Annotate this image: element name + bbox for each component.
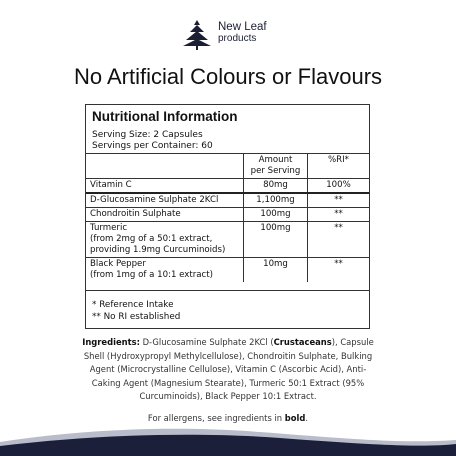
row-amount: 100mg (244, 222, 308, 258)
header-amount-2: per Serving (250, 166, 301, 176)
table-row (86, 193, 369, 208)
table-row (86, 208, 369, 222)
leaf-tree-icon (183, 20, 211, 50)
header-amount-1: Amount (258, 155, 293, 165)
allergen-bold: bold (284, 413, 306, 423)
row-name-3: providing 1.9mg Curcuminoids) (90, 245, 226, 255)
header-amount (244, 154, 308, 179)
row-ri: ** (308, 208, 370, 222)
row-amount: 1,100mg (244, 193, 308, 208)
row-name: Chondroitin Sulphate (86, 208, 244, 222)
ingredients-part-2: ), Capsule Shell (Hydroxypropyl Methylcellulose), Chondroitin Sulphate, Bulking Agent (Microcrystalline Cellulose), Vitamin C (Ascorbic Acid), Anti-Caking Agent (Magnesium Stearate), Turmeric 50:1 Extract (95% Curcuminoids), Black Pepper 10:1 Extract. (83, 337, 374, 401)
header-blank (86, 154, 244, 179)
nutrition-footnotes (86, 290, 369, 323)
ingredients-label: Ingredients: (82, 337, 140, 347)
row-name-2: (from 1mg of a 10:1 extract) (90, 270, 213, 280)
row-ri: 100% (308, 179, 370, 194)
ingredients-text (80, 336, 376, 404)
nutrition-title: Nutritional Information (92, 109, 238, 124)
row-ri: ** (308, 193, 370, 208)
row-amount: 80mg (244, 179, 308, 194)
ingredients-part-1: D-Glucosamine Sulphate 2KCl ( (139, 337, 274, 347)
brand-logo (183, 18, 293, 52)
allergen-end: . (305, 413, 309, 423)
row-ri: ** (308, 258, 370, 283)
row-ri: ** (308, 222, 370, 258)
table-row (86, 222, 369, 258)
header-ri: %RI* (308, 154, 370, 179)
row-name-2: (from 2mg of a 50:1 extract, (90, 234, 213, 244)
allergen-text: For allergens, see ingredients in (147, 413, 285, 423)
headline: No Artificial Colours or Flavours (73, 64, 383, 89)
footnote-ri: * Reference Intake (92, 300, 174, 310)
table-row (86, 179, 369, 194)
row-name-multi (86, 222, 244, 258)
footer-wave (0, 424, 456, 456)
row-name: Vitamin C (86, 179, 244, 194)
row-amount: 100mg (244, 208, 308, 222)
table-header-row (86, 154, 369, 179)
nutrition-table (86, 153, 369, 282)
servings-per-container: Servings per Container: 60 (92, 141, 213, 151)
ingredients-allergen: Crustaceans (273, 337, 332, 347)
row-amount: 10mg (244, 258, 308, 283)
serving-size: Serving Size: 2 Capsules (92, 130, 203, 140)
allergen-note (0, 413, 456, 423)
row-name-multi (86, 258, 244, 283)
row-name: Turmeric (90, 223, 128, 233)
row-name: Black Pepper (90, 259, 146, 269)
brand-sub: products (218, 33, 257, 44)
footnote-no-ri: ** No RI established (92, 312, 181, 322)
row-name: D-Glucosamine Sulphate 2KCl (86, 193, 244, 208)
brand-name: New Leaf (218, 21, 267, 33)
nutrition-panel (85, 104, 370, 329)
table-row (86, 258, 369, 283)
